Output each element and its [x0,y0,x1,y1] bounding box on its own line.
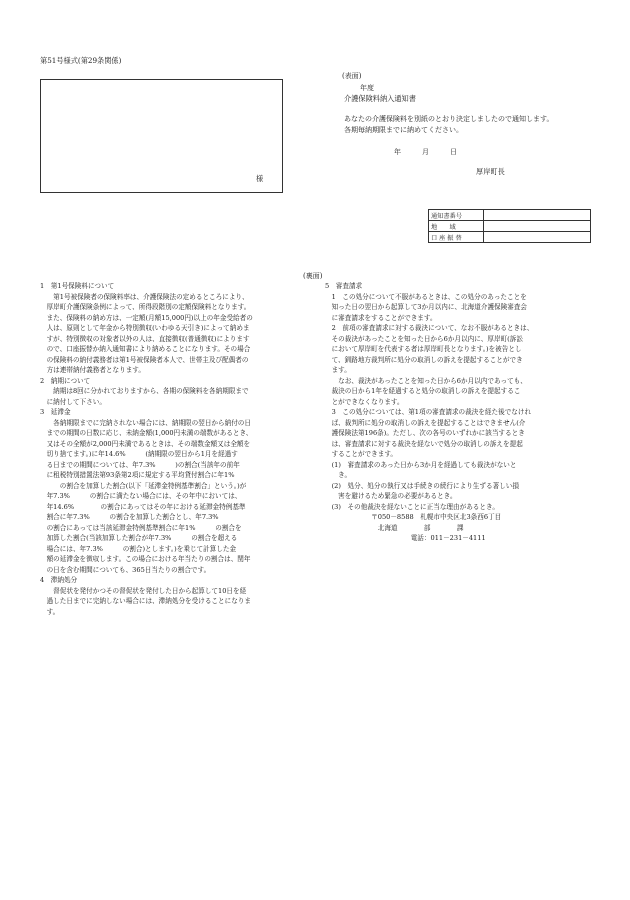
back-text-line: す。 [40,607,60,616]
back-text-line: 3 この処分については、第1項の審査請求の裁決を経た後でなけれ [325,408,532,416]
address-box [40,79,283,193]
back-text-line: の日を含む期間についても、365日当たりの割合です。 [40,565,211,574]
back-text-line: 北海道 部 課 [325,523,464,532]
back-text-line: 厚岸町介護保険条例によって、所得段階別の定額保険料となります。 [40,303,251,311]
back-text-line: 〒050－8588 札幌市中央区北3条西6丁目 [325,513,502,521]
table-row [429,232,591,243]
address-honorific: 様 [256,174,264,183]
fiscal-year-label: 年度 [360,84,374,92]
back-text-line: ます。 [325,366,351,374]
back-text-line: き。 [325,471,352,479]
region-label: 地 域 [429,221,484,232]
back-right-column [325,281,595,544]
back-text-line: 5 審査請求 [325,282,363,290]
front-label: (表面) [342,72,362,80]
form-number: 第51号様式(第29条関係) [40,56,122,65]
back-text-line: なお、裁決があったことを知った日から6か月以内であっても、 [325,376,527,385]
back-text-line: 2 前項の審査請求に対する裁決について、なお不服があるときは、 [325,324,534,332]
back-text-line: 納期は8回に分かれておりますから、各期の保険料を各納期限まで [40,387,249,395]
notice-title: 介護保険料納入通知書 [344,94,416,103]
back-text-line: 人は、原則として年金から特別徴収(いわゆる天引き)によって納めま [40,324,250,332]
back-text-line: までの期間の日数に応じ、未納金額(1,000円未満の端数があるとき、 [40,429,253,437]
back-text-line: の保険料の納付義務者は第1号被保険者本人で、世帯主及び配偶者の [40,355,249,364]
date-day: 日 [450,148,457,156]
notice-intro [344,114,553,135]
back-text-line: (3) その他裁決を経ないことに正当な理由があるとき。 [325,502,499,511]
back-text-line: 額の延滞金を徴収します。この場合における年当たりの割合は、閏年 [40,555,251,563]
back-text-line: すが、特別徴収の対象者以外の人は、直接徴収(普通徴収)によります [40,334,250,343]
notice-number-value [484,210,591,221]
back-left-column [40,281,302,617]
bank-transfer-value [484,232,591,243]
back-text-line: 又はその全額が2,000円未満であるときは、その端数金額又は全額を [40,439,251,448]
issue-date [394,147,457,157]
back-text-line: 護保険法第196条)。ただし、次の各号のいずれかに該当するとき [325,429,525,437]
back-text-line: また、保険料の納め方は、一定額(月額15,000円)以上の年金受給者の [40,313,253,322]
back-text-line: 2 納期について [40,376,91,385]
back-text-line: とができなくなります。 [325,397,404,406]
back-text-line: 加算した割合(当該加算した割合が年7.3% の割合を超える [40,534,238,542]
back-text-line: る日までの期間については、年7.3% )の割合(当該年の前年 [40,460,240,469]
back-text-line: 裁決の日から1年を経過すると処分の取消しの訴えを提起するこ [325,387,521,395]
back-text-line: 第1号被保険者の保険料率は、介護保険法の定めるところにより、 [40,292,249,301]
back-text-line: 割合に年7.3% の割合を加算した割合とし、年7.3% [40,513,219,521]
back-text-line: て、釧路地方裁判所に処分の取消しの訴えを提起することができ [325,355,523,364]
date-month: 月 [422,148,429,156]
back-text-line: 電話：011－231－4111 [325,534,486,542]
back-text-line: に納付して下さい。 [40,397,106,406]
back-text-line: 場合には、年7.3% の割合)とします。)を乗じて計算した金 [40,544,237,553]
back-text-line: 方は連帯納付義務者となります。 [40,366,145,374]
back-text-line: に租税特別措置法第93条第2項に規定する平均貸付割合に年1% [40,471,235,479]
back-text-line: 過した日までに完納しない場合には、滞納処分を受けることになりま [40,597,251,605]
back-text-line: に審査請求をすることができます。 [325,313,437,322]
notice-number-label: 通知書番号 [429,210,484,221]
back-text-line: 各納期限までに完納されない場合には、納期限の翌日から納付の日 [40,418,251,427]
back-text-line: ば、裁判所に処分の取消しの訴えを提起することはできません(介 [325,418,526,427]
back-text-line: 1 第1号保険料について [40,282,115,290]
back-text-line: (2) 処分、処分の執行又は手続きの続行により生ずる著しい損 [325,481,519,490]
back-text-line: 害を避けるため緊急の必要があるとき。 [325,492,457,500]
back-text-line: 1 この処分について不服があるときは、この処分のあったことを [325,292,527,301]
back-text-line: 督促状を発付かつその督促状を発付した日から起算して10日を経 [40,586,247,595]
back-text-line: において厚岸町を代表する者は厚岸町長となります。)を被告とし [325,345,522,353]
table-row [429,210,591,221]
back-text-line: その裁決があったことを知った日から6か月以内に、厚岸町(訴訟 [325,334,523,343]
table-row [429,221,591,232]
bank-transfer-label: 口 座 振 替 [429,232,484,243]
back-text-line: 知った日の翌日から起算して3か月以内に、北海道介護保険審査会 [325,303,528,311]
notice-info-table [428,209,591,243]
back-text-line: 3 延滞金 [40,408,71,416]
intro-line: あなたの介護保険料を別紙のとおり決定しましたので通知します。 [344,115,554,123]
date-year: 年 [394,148,401,156]
back-text-line: (1) 審査請求のあった日から3か月を経過しても裁決がないと [325,460,517,469]
back-text-line: の割合にあっては当該延滞金特例基準割合に年1% の割合を [40,523,242,532]
region-value [484,221,591,232]
intro-line: 各期毎納期限までに納めてください。 [344,125,463,134]
back-text-line: ので、口座振替か納入通知書により納めることになります。その場合 [40,345,251,353]
back-text-line: 4 滞納処分 [40,576,78,584]
back-text-line: の割合を加算した割合(以下「延滞金特例基準割合」という。)が [40,481,247,490]
back-label: (裏面) [303,272,323,280]
back-text-line: することができます。 [325,450,398,458]
back-text-line: 切り捨てます。)に年14.6% (納期限の翌日から1月を経過す [40,450,238,458]
back-text-line: 年7.3% の割合に満たない場合には、その年中においては、 [40,492,242,500]
back-text-line: 年14.6% の割合にあってはその年における延滞金特例基準 [40,502,246,511]
issuer-mayor: 厚岸町長 [476,167,505,176]
back-text-line: は、審査請求に対する裁決を経ないで処分の取消しの訴えを提起 [325,439,523,448]
